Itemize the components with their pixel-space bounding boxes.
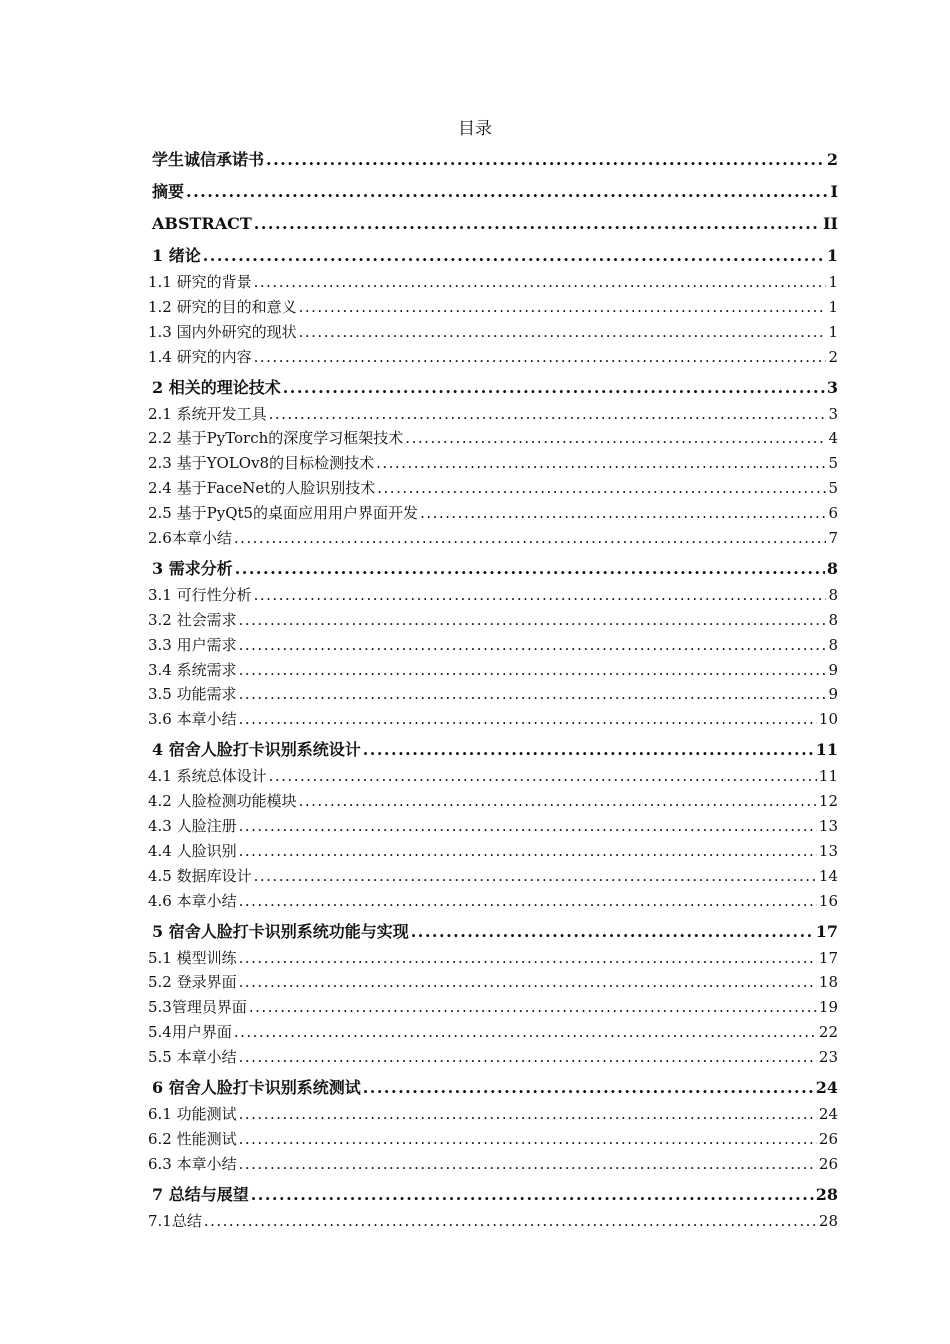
toc-section-entry[interactable] [148,658,838,683]
toc-entry-title: 4.1 系统总体设计 [148,767,267,786]
toc-page-number: 16 [818,891,838,910]
toc-page-number: 1 [828,273,838,291]
toc-chapter-entry[interactable] [148,1177,838,1209]
toc-entry-title: 2.1 系统开发工具 [148,404,267,423]
dot-leader [266,146,825,174]
toc-section-entry[interactable] [148,1152,838,1177]
toc-page-number: 1 [828,297,838,316]
dot-leader [239,839,817,863]
toc-section-entry[interactable] [148,402,838,427]
dot-leader [239,889,817,913]
toc-section-entry[interactable] [148,1127,838,1152]
toc-entry-title: 4.5 数据库设计 [148,866,252,885]
dot-leader [203,242,825,270]
toc-entry-title: 1.4 研究的内容 [148,347,252,366]
toc-section-entry[interactable] [148,814,838,839]
toc-page-number: 11 [818,767,838,786]
toc-entry-title: 5.5 本章小结 [148,1048,237,1067]
dot-leader [269,764,817,788]
toc-section-entry[interactable] [148,839,838,864]
dot-leader [235,555,825,583]
toc-entry-title: 4.3 人脸注册 [148,817,237,836]
toc-entry-title: 7.1总结 [148,1211,202,1230]
dot-leader [204,1209,817,1233]
toc-section-entry[interactable] [148,608,838,633]
toc-section-entry[interactable] [148,1045,838,1070]
toc-section-entry[interactable] [148,707,838,732]
toc-chapter-entry[interactable] [148,142,838,174]
toc-page-number: 26 [818,1129,838,1148]
toc-entry-title: 2.4 基于FaceNet的人脸识别技术 [148,479,376,498]
toc-entry-title: 1.1 研究的背景 [148,273,252,291]
toc-section-entry[interactable] [148,682,838,707]
dot-leader [411,918,814,946]
toc-section-entry[interactable] [148,295,838,320]
toc-section-entry[interactable] [148,476,838,501]
toc-entry-title: 3 需求分析 [152,558,233,578]
toc-entry-title: 4 宿舍人脸打卡识别系统设计 [152,740,361,760]
dot-leader [254,864,817,888]
toc-page-number: 2 [826,150,838,169]
toc-section-entry[interactable] [148,270,838,295]
toc-section-entry[interactable] [148,995,838,1020]
toc-page-number: 13 [818,841,838,860]
dot-leader [239,608,827,632]
dot-leader [186,178,829,206]
dot-leader [239,1102,817,1126]
dot-leader [234,1020,817,1044]
toc-page-number: 7 [828,529,838,548]
toc-entry-title: 2 相关的理论技术 [152,377,281,397]
toc-section-entry[interactable] [148,764,838,789]
toc-entry-title: 4.6 本章小结 [148,891,237,910]
toc-section-entry[interactable] [148,501,838,526]
page-title: 目录 [458,119,492,139]
dot-leader [239,1152,817,1176]
toc-entry-title: 1 绪论 [152,246,201,265]
toc-section-entry[interactable] [148,864,838,889]
toc-chapter-entry[interactable] [148,174,838,206]
toc-section-entry[interactable] [148,583,838,608]
toc-entry-title: 2.5 基于PyQt5的桌面应用用户界面开发 [148,504,419,523]
toc-entry-title: 5.4用户界面 [148,1023,232,1042]
dot-leader [239,658,827,682]
dot-leader [376,451,826,475]
toc-entry-title: 摘要 [152,182,185,201]
toc-entry-title: 5.3管理员界面 [148,998,247,1017]
dot-leader [269,402,827,426]
toc-chapter-entry[interactable] [148,370,838,402]
toc-section-entry[interactable] [148,426,838,451]
toc-entry-title: ABSTRACT [152,214,252,233]
dot-leader [363,736,814,764]
toc-entry-title: 5.1 模型训练 [148,948,237,967]
toc-entry-title: 7 总结与展望 [152,1184,249,1204]
toc-page-number: 9 [828,685,838,704]
toc-section-entry[interactable] [148,970,838,995]
toc-entry-title: 6.1 功能测试 [148,1105,237,1124]
dot-leader [239,970,817,994]
toc-page-number: 26 [818,1154,838,1173]
toc-section-entry[interactable] [148,633,838,658]
toc-entry-title: 3.6 本章小结 [148,710,237,729]
toc-chapter-entry[interactable] [148,238,838,270]
dot-leader [239,633,827,657]
toc-section-entry[interactable] [148,1020,838,1045]
toc-section-entry[interactable] [148,1102,838,1127]
dot-leader [377,476,826,500]
toc-entry-title: 4.4 人脸识别 [148,841,237,860]
toc-entry-title: 6 宿舍人脸打卡识别系统测试 [152,1078,361,1098]
toc-section-entry[interactable] [148,789,838,814]
dot-leader [254,210,821,238]
table-of-contents [148,142,838,1234]
dot-leader [249,995,817,1019]
toc-section-entry[interactable] [148,946,838,971]
toc-page-number: 17 [815,921,838,941]
dot-leader [234,526,827,550]
dot-leader [254,345,827,369]
dot-leader [254,270,827,294]
toc-page-number: 9 [828,660,838,679]
toc-page-number: 6 [828,504,838,523]
toc-section-entry[interactable] [148,345,838,370]
toc-entry-title: 2.2 基于PyTorch的深度学习框架技术 [148,429,404,448]
toc-entry-title: 2.3 基于YOLOv8的目标检测技术 [148,454,375,473]
toc-page-number: 13 [818,817,838,836]
dot-leader [239,1127,817,1151]
toc-section-entry[interactable] [148,1209,838,1234]
toc-page-number: 3 [828,404,838,423]
toc-entry-title: 3.3 用户需求 [148,635,237,654]
dot-leader [239,1045,817,1069]
toc-entry-title: 3.1 可行性分析 [148,585,252,604]
toc-page-number: 8 [828,610,838,629]
toc-page-number: 17 [818,948,838,967]
toc-entry-title: 6.2 性能测试 [148,1129,237,1148]
toc-entry-title: 4.2 人脸检测功能模块 [148,792,297,811]
toc-page-number: 24 [815,1078,838,1098]
toc-page-number: 1 [828,322,838,341]
toc-section-entry[interactable] [148,526,838,551]
toc-page-number: 22 [818,1023,838,1042]
toc-page-number: 14 [818,866,838,885]
toc-page-number: 1 [826,246,838,265]
toc-chapter-entry[interactable] [148,551,838,583]
dot-leader [283,374,825,402]
toc-entry-title: 6.3 本章小结 [148,1154,237,1173]
toc-entry-title: 3.5 功能需求 [148,685,237,704]
dot-leader [239,682,827,706]
toc-page-number: 28 [818,1211,838,1230]
toc-page-number: 5 [828,454,838,473]
toc-chapter-entry[interactable] [148,732,838,764]
toc-page-number: 3 [826,377,838,397]
dot-leader [254,583,827,607]
toc-page-number: 23 [818,1048,838,1067]
toc-page-number: 24 [818,1105,838,1124]
toc-page-number: I [830,182,838,201]
toc-entry-title: 3.2 社会需求 [148,610,237,629]
dot-leader [363,1074,814,1102]
toc-page-number: 12 [818,792,838,811]
dot-leader [299,295,827,319]
toc-page-number: 8 [828,635,838,654]
toc-entry-title: 学生诚信承诺书 [152,150,265,169]
toc-page-number: II [823,214,838,233]
toc-chapter-entry[interactable] [148,1070,838,1102]
toc-page-number: 2 [828,347,838,366]
toc-entry-title: 2.6本章小结 [148,529,232,548]
toc-chapter-entry[interactable] [148,206,838,238]
dot-leader [299,789,817,813]
toc-page-number: 8 [828,585,838,604]
toc-section-entry[interactable] [148,889,838,914]
toc-page-number: 8 [826,558,838,578]
toc-page-number: 10 [818,710,838,729]
dot-leader [420,501,826,525]
toc-page-number: 11 [815,740,838,760]
dot-leader [239,946,817,970]
toc-entry-title: 1.3 国内外研究的现状 [148,322,297,341]
toc-section-entry[interactable] [148,451,838,476]
toc-chapter-entry[interactable] [148,914,838,946]
toc-page-number: 18 [818,973,838,992]
toc-page-number: 4 [828,429,838,448]
toc-section-entry[interactable] [148,320,838,345]
dot-leader [239,814,817,838]
toc-entry-title: 5 宿舍人脸打卡识别系统功能与实现 [152,921,409,941]
dot-leader [251,1181,814,1209]
dot-leader [299,320,827,344]
toc-entry-title: 5.2 登录界面 [148,973,237,992]
toc-page-number: 19 [818,998,838,1017]
dot-leader [405,426,826,450]
dot-leader [239,707,817,731]
toc-page-number: 28 [815,1184,838,1204]
toc-entry-title: 1.2 研究的目的和意义 [148,297,297,316]
toc-entry-title: 3.4 系统需求 [148,660,237,679]
toc-page-number: 5 [828,479,838,498]
